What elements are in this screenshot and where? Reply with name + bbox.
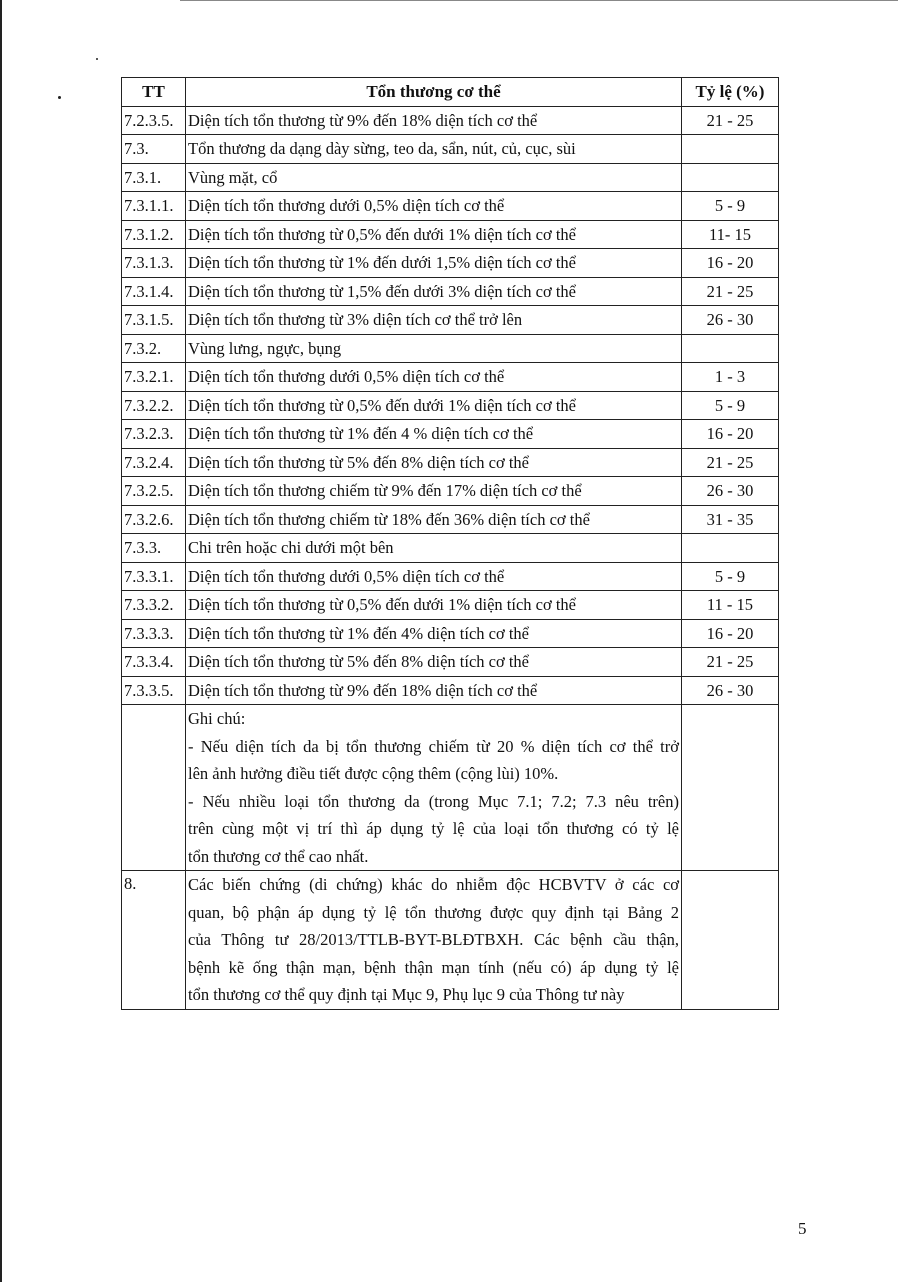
note-rate: [682, 705, 779, 871]
row-rate: 16 - 20: [682, 249, 779, 278]
row-rate: 26 - 30: [682, 477, 779, 506]
table-row: [122, 363, 779, 392]
scan-edge: [0, 0, 2, 1282]
table-row: [122, 135, 779, 164]
row-description: Diện tích tổn thương từ 5% đến 8% diện tích cơ thể: [186, 448, 682, 477]
row-code: 7.3.1.4.: [122, 277, 186, 306]
row-rate: 5 - 9: [682, 391, 779, 420]
row-code: 7.3.1.2.: [122, 220, 186, 249]
row-rate: 26 - 30: [682, 306, 779, 335]
row-description: Diện tích tổn thương từ 0,5% đến dưới 1% diện tích cơ thể: [186, 220, 682, 249]
row-rate: [682, 163, 779, 192]
item8-line: bệnh kẽ ống thận mạn, bệnh thận mạn tính (nếu có) áp dụng tỷ lệ: [188, 957, 679, 977]
row-rate: 5 - 9: [682, 562, 779, 591]
item8-row: [122, 871, 779, 1010]
row-description: Diện tích tổn thương từ 5% đến 8% diện tích cơ thể: [186, 648, 682, 677]
note-row: [122, 705, 779, 871]
table-row: [122, 676, 779, 705]
table-row: [122, 163, 779, 192]
row-rate: 16 - 20: [682, 619, 779, 648]
row-description: Diện tích tổn thương từ 9% đến 18% diện tích cơ thể: [186, 106, 682, 135]
note-line: trên cùng một vị trí thì áp dụng tỷ lệ của loại tổn thương có tỷ lệ: [188, 819, 679, 838]
row-code: 7.3.3.1.: [122, 562, 186, 591]
row-code: 7.3.1.: [122, 163, 186, 192]
row-description: Vùng lưng, ngực, bụng: [186, 334, 682, 363]
table-row: [122, 391, 779, 420]
table-row: [122, 420, 779, 449]
row-description: Diện tích tổn thương từ 3% diện tích cơ thể trở lên: [186, 306, 682, 335]
row-code: 7.3.2.6.: [122, 505, 186, 534]
row-description: Diện tích tổn thương từ 1% đến 4 % diện tích cơ thể: [186, 420, 682, 449]
row-code: 7.3.3.3.: [122, 619, 186, 648]
note-line: - Nếu nhiều loại tổn thương da (trong Mục 7.1; 7.2; 7.3 nêu trên): [188, 791, 679, 811]
row-description: Diện tích tổn thương dưới 0,5% diện tích cơ thể: [186, 363, 682, 392]
item8-description: [186, 871, 682, 1010]
table-row: [122, 306, 779, 335]
table-row: [122, 591, 779, 620]
row-description: Vùng mặt, cổ: [186, 163, 682, 192]
table-row: [122, 619, 779, 648]
row-code: 7.3.3.2.: [122, 591, 186, 620]
item8-code: 8.: [122, 871, 186, 1010]
row-rate: 16 - 20: [682, 420, 779, 449]
row-rate: 5 - 9: [682, 192, 779, 221]
note-line: tổn thương cơ thể cao nhất.: [188, 846, 369, 866]
item8-line: Các biến chứng (di chứng) khác do nhiễm độc HCBVTV ở các cơ: [188, 875, 679, 894]
row-code: 7.3.2.3.: [122, 420, 186, 449]
note-line: lên ảnh hưởng điều tiết được cộng thêm (cộng lùi) 10%.: [188, 764, 559, 783]
table-header-row: [122, 78, 779, 107]
row-rate: 11 - 15: [682, 591, 779, 620]
row-code: 7.3.3.5.: [122, 676, 186, 705]
table-row: [122, 648, 779, 677]
row-description: Diện tích tổn thương từ 9% đến 18% diện tích cơ thể: [186, 676, 682, 705]
row-rate: 26 - 30: [682, 676, 779, 705]
row-code: 7.3.2.2.: [122, 391, 186, 420]
row-description: Diện tích tổn thương dưới 0,5% diện tích cơ thể: [186, 192, 682, 221]
table-row: [122, 334, 779, 363]
page-number: 5: [798, 1219, 807, 1238]
row-code: 7.3.: [122, 135, 186, 164]
row-rate: 21 - 25: [682, 106, 779, 135]
item8-line: của Thông tư 28/2013/TTLB-BYT-BLĐTBXH. Các bệnh cầu thận,: [188, 930, 679, 949]
row-description: Tổn thương da dạng dày sừng, teo da, sẩn, nút, củ, cục, sùi: [186, 135, 682, 164]
note-title: Ghi chú:: [188, 709, 246, 728]
row-code: 7.3.2.4.: [122, 448, 186, 477]
row-rate: 21 - 25: [682, 648, 779, 677]
note-cell: [186, 705, 682, 871]
row-rate: [682, 334, 779, 363]
row-code: 7.3.1.5.: [122, 306, 186, 335]
note-line: - Nếu diện tích da bị tổn thương chiếm từ 20 % diện tích cơ thể trở: [188, 736, 679, 756]
row-rate: 31 - 35: [682, 505, 779, 534]
table-row: [122, 534, 779, 563]
row-description: Diện tích tổn thương chiếm từ 18% đến 36% diện tích cơ thể: [186, 505, 682, 534]
row-code: 7.2.3.5.: [122, 106, 186, 135]
row-code: 7.3.2.1.: [122, 363, 186, 392]
item8-line: quan, bộ phận áp dụng tỷ lệ tổn thương được quy định tại Bảng 2: [188, 902, 679, 922]
table-row: [122, 220, 779, 249]
row-rate: 1 - 3: [682, 363, 779, 392]
row-rate: 21 - 25: [682, 448, 779, 477]
scan-speck: [96, 58, 98, 60]
header-desc: Tổn thương cơ thể: [186, 78, 682, 107]
row-rate: 21 - 25: [682, 277, 779, 306]
row-description: Diện tích tổn thương từ 1,5% đến dưới 3% diện tích cơ thể: [186, 277, 682, 306]
row-rate: 11- 15: [682, 220, 779, 249]
row-rate: [682, 135, 779, 164]
row-description: Diện tích tổn thương từ 0,5% đến dưới 1% diện tích cơ thể: [186, 391, 682, 420]
table-row: [122, 477, 779, 506]
table-row: [122, 505, 779, 534]
row-description: Diện tích tổn thương từ 0,5% đến dưới 1% diện tích cơ thể: [186, 591, 682, 620]
row-code: 7.3.3.4.: [122, 648, 186, 677]
table-row: [122, 562, 779, 591]
row-code: 7.3.1.3.: [122, 249, 186, 278]
row-description: Diện tích tổn thương dưới 0,5% diện tích cơ thể: [186, 562, 682, 591]
scan-speck: [58, 96, 61, 99]
row-code: 7.3.1.1.: [122, 192, 186, 221]
header-tt: TT: [122, 78, 186, 107]
table-row: [122, 277, 779, 306]
injury-rate-table: [121, 77, 779, 1010]
row-description: Diện tích tổn thương từ 1% đến dưới 1,5% diện tích cơ thể: [186, 249, 682, 278]
table-row: [122, 192, 779, 221]
table-row: [122, 106, 779, 135]
row-code: 7.3.2.: [122, 334, 186, 363]
table-row: [122, 249, 779, 278]
row-code: 7.3.3.: [122, 534, 186, 563]
item8-rate: [682, 871, 779, 1010]
row-description: Diện tích tổn thương chiếm từ 9% đến 17% diện tích cơ thể: [186, 477, 682, 506]
table-row: [122, 448, 779, 477]
row-rate: [682, 534, 779, 563]
row-description: Chi trên hoặc chi dưới một bên: [186, 534, 682, 563]
item8-line: tổn thương cơ thể quy định tại Mục 9, Phụ lục 9 của Thông tư này: [188, 985, 625, 1004]
row-code: 7.3.2.5.: [122, 477, 186, 506]
note-code: [122, 705, 186, 871]
header-rate: Tỷ lệ (%): [682, 78, 779, 107]
row-description: Diện tích tổn thương từ 1% đến 4% diện tích cơ thể: [186, 619, 682, 648]
scan-edge-top: [180, 0, 898, 1]
